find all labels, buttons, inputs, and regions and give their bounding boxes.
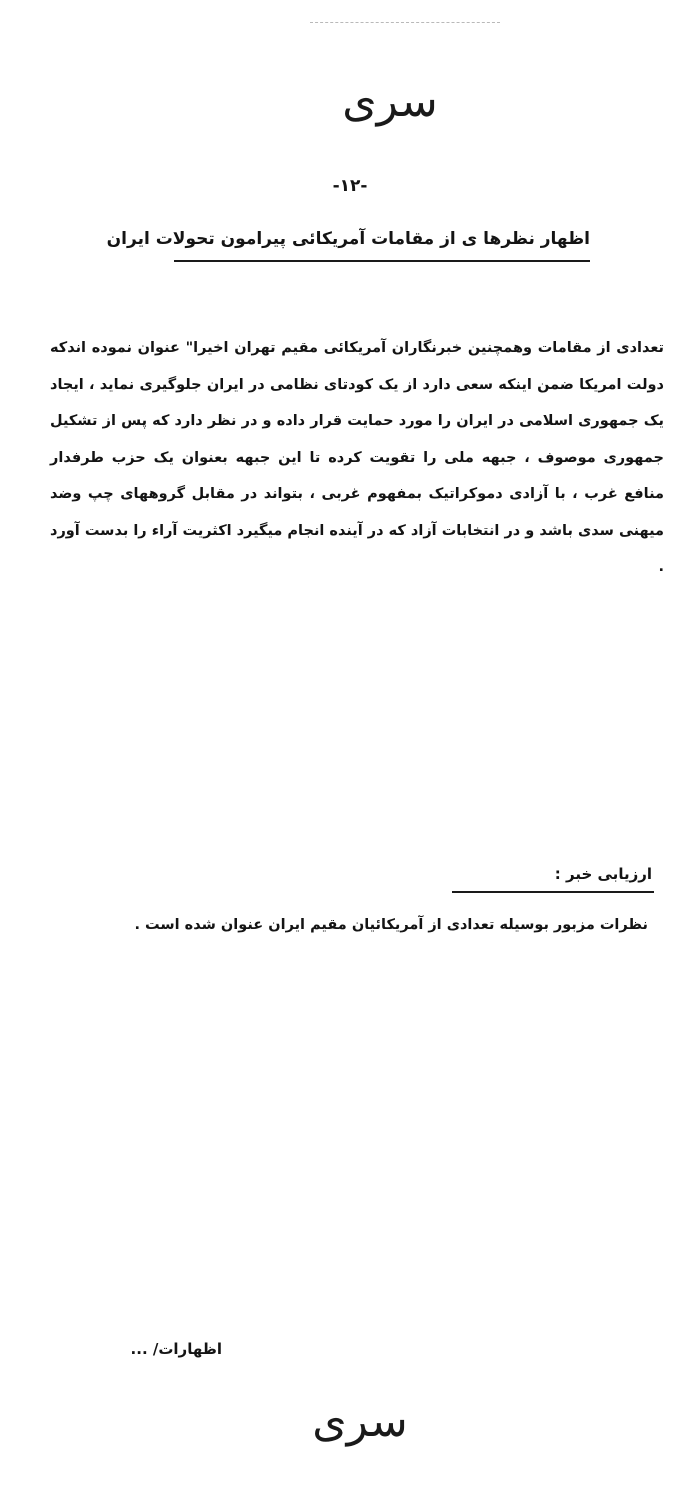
document-title: اظهار نظرها ی از مقامات آمریکائی پیرامون تحولات ایران [106, 229, 590, 249]
assessment-underline [452, 891, 654, 893]
assessment-text: نظرات مزبور بوسیله تعدادی از آمریکائیان مقیم ایران عنوان شده است . [134, 917, 648, 933]
page-number: -۱۲- [332, 176, 368, 196]
classification-stamp-bottom: سری [312, 1396, 408, 1447]
body-paragraph: تعدادی از مقامات وهمچنین خبرنگاران آمریکائی مقیم تهران اخیرا" عنوان نموده اندکه دولت امریکا ضمن اینکه سعی دارد از یک کودتای نظامی در ایران جلوگیری نماید ، ایجاد یک جمهوری اسلامی در ایران را مورد حمایت قرار داده و در نظر دارد که پس از تشکیل جمهوری موصوف ، جبهه ملی را تقویت کرده تا این جبهه بعنوان یک حزب طرفدار منافع غرب ، با آزادی دموکراتیک بمفهوم غربی ، بتواند در مقابل گروههای چپ وضد میهنی سدی باشد و در انتخابات آزاد که در آینده انجام میگیرد اکثریت آراء را بدست آورد . [50, 340, 664, 575]
title-underline [174, 260, 590, 262]
top-scan-rule [310, 22, 500, 23]
footer-reference: اظهارات/ ... [130, 1340, 222, 1358]
assessment-heading: ارزیابی خبر : [554, 865, 652, 883]
classification-stamp-top: سری [342, 76, 438, 127]
